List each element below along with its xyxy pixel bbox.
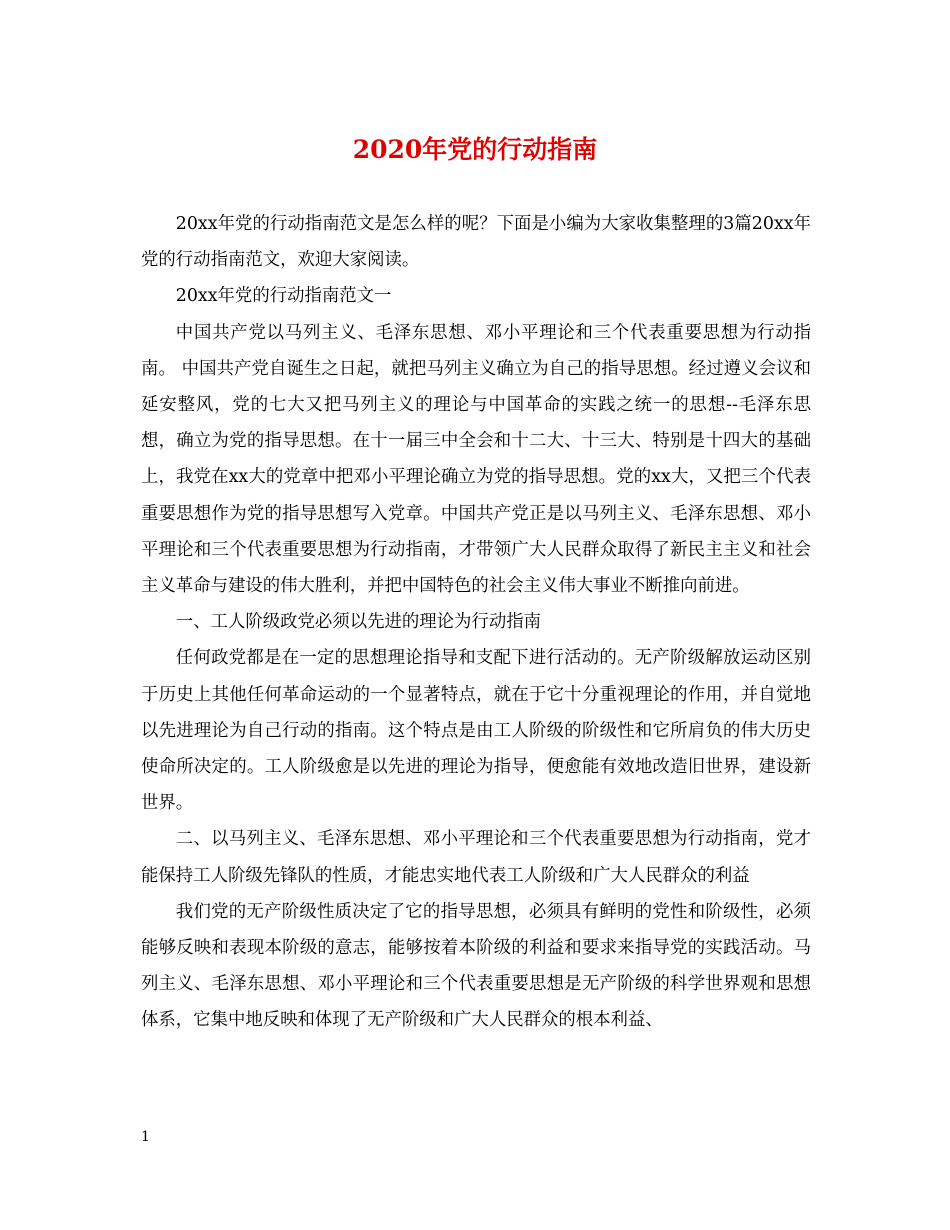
paragraph-nature: 我们党的无产阶级性质决定了它的指导思想，必须具有鲜明的党性和阶级性，必须能够反映和表现本阶级的意志，能够按着本阶级的利益和要求来指导党的实践活动。马列主义、毛泽东思想、邓小平理论和三个代表重要思想是无产阶级的科学世界观和思想体系，它集中地反映和体现了无产阶级和广大人民群众的根本利益、 bbox=[141, 901, 811, 1031]
page-number: 1 bbox=[141, 1129, 150, 1145]
paragraph-heading-two: 二、以马列主义、毛泽东思想、邓小平理论和三个代表重要思想为行动指南，党才能保持工人阶级先锋队的性质，才能忠实地代表工人阶级和广大人民群众的利益 bbox=[141, 829, 811, 886]
paragraph-heading-one: 一、工人阶级政党必须以先进的理论为行动指南 bbox=[175, 612, 542, 633]
paragraph-section-heading: 20xx年党的行动指南范文一 bbox=[175, 286, 392, 307]
document-body bbox=[141, 206, 811, 1039]
paragraph-guideline: 中国共产党以马列主义、毛泽东思想、邓小平理论和三个代表重要思想为行动指南。 中国共产党自诞生之日起，就把马列主义确立为自己的指导思想。经过遵义会议和延安整风，党的七大又把马列主义的理论与中国革命的实践之统一的思想--毛泽东思想，确立为党的指导思想。在十一届三中全会和十二大、十三大、特别是十四大的基础上，我党在xx大的党章中把邓小平理论确立为党的指导思想。党的xx大，又把三个代表重要思想作为党的指导思想写入党章。中国共产党正是以马列主义、毛泽东思想、邓小平理论和三个代表重要思想为行动指南，才带领广大人民群众取得了新民主主义和社会主义革命与建设的伟大胜利，并把中国特色的社会主义伟大事业不断推向前进。 bbox=[141, 322, 811, 597]
document-title: 2020年党的行动指南 bbox=[352, 135, 598, 164]
paragraph-intro: 20xx年党的行动指南范文是怎么样的呢？下面是小编为大家收集整理的3篇20xx年党的行动指南范文，欢迎大家阅读。 bbox=[141, 214, 811, 271]
paragraph-theory: 任何政党都是在一定的思想理论指导和支配下进行活动的。无产阶级解放运动区别于历史上其他任何革命运动的一个显著特点，就在于它十分重视理论的作用，并自觉地以先进理论为自己行动的指南。这个特点是由工人阶级的阶级性和它所肩负的伟大历史使命所决定的。工人阶级愈是以先进的理论为指导，便愈能有效地改造旧世界，建设新世界。 bbox=[141, 648, 811, 814]
